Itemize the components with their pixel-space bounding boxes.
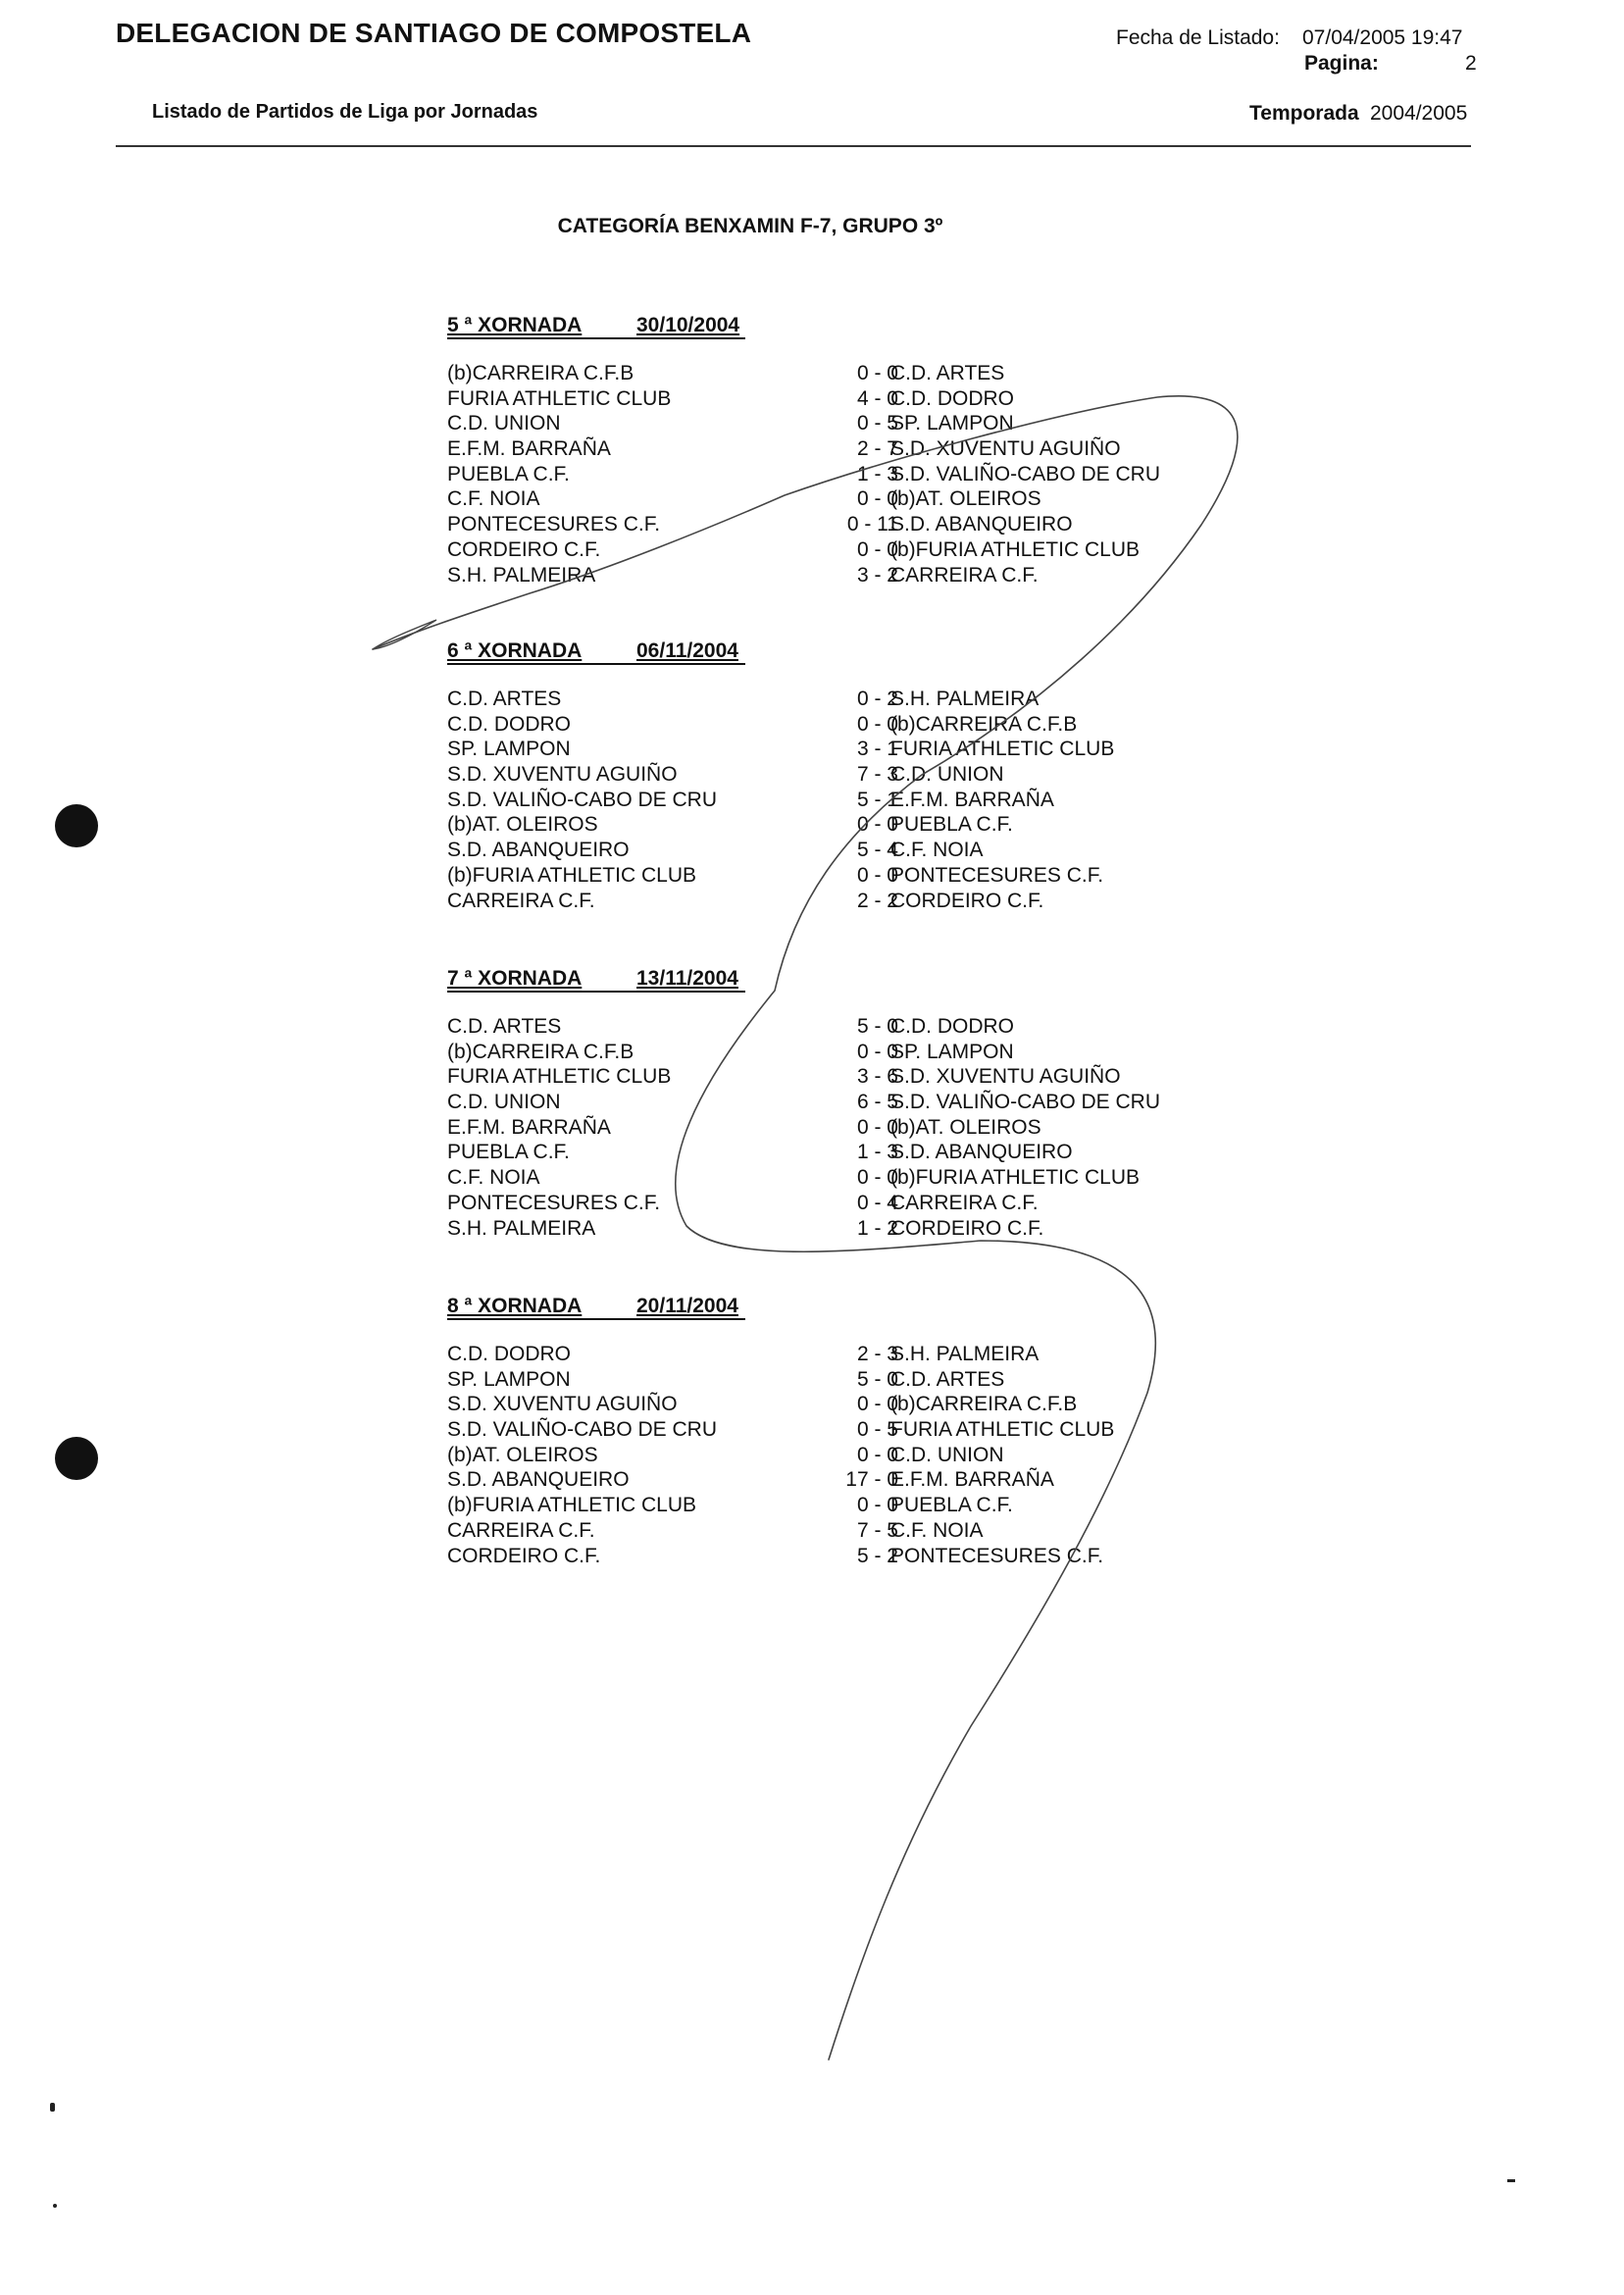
match-score: 3 - 6 — [856, 1065, 898, 1089]
organization-name: DELEGACION DE SANTIAGO DE COMPOSTELA — [116, 18, 752, 48]
home-team: (b)CARREIRA C.F.B — [447, 1040, 634, 1063]
home-team: S.D. ABANQUEIRO — [447, 839, 630, 862]
home-team: S.D. XUVENTU AGUIÑO — [447, 1393, 678, 1416]
match-row — [447, 1544, 1222, 1569]
match-list — [447, 361, 1222, 587]
away-team: S.H. PALMEIRA — [890, 688, 1040, 710]
match-score: 5 - 2 — [856, 1544, 898, 1567]
report-subtitle: Listado de Partidos de Liga por Jornadas — [152, 101, 538, 123]
home-team: PUEBLA C.F. — [447, 1141, 570, 1164]
round-header — [447, 314, 1222, 339]
away-team: C.D. UNION — [890, 1443, 1004, 1466]
match-score: 0 - 0 — [856, 487, 898, 511]
match-score: 5 - 0 — [856, 1367, 898, 1391]
away-team: S.D. XUVENTU AGUIÑO — [890, 437, 1121, 461]
away-team: S.D. VALIÑO-CABO DE CRU — [890, 462, 1160, 485]
home-team: S.D. VALIÑO-CABO DE CRU — [447, 1418, 717, 1442]
match-score: 2 - 7 — [856, 437, 898, 461]
round-header-underline — [447, 991, 745, 993]
match-score: 7 - 5 — [856, 1518, 898, 1542]
match-row — [447, 1518, 1222, 1544]
match-row — [447, 1090, 1222, 1115]
match-score: 7 - 3 — [856, 763, 898, 787]
away-team: PUEBLA C.F. — [890, 1494, 1013, 1517]
away-team: E.F.M. BARRAÑA — [890, 1468, 1054, 1492]
away-team: C.F. NOIA — [890, 839, 984, 862]
round-label: 5 ª XORNADA — [447, 314, 583, 336]
home-team: C.F. NOIA — [447, 1166, 540, 1190]
round-label: 7 ª XORNADA — [447, 967, 583, 990]
away-team: (b)FURIA ATHLETIC CLUB — [890, 1166, 1140, 1190]
away-team: C.D. ARTES — [890, 1367, 1005, 1391]
listing-date-value: 07/04/2005 19:47 — [1302, 26, 1463, 49]
match-score: 3 - 1 — [856, 738, 898, 761]
match-row — [447, 812, 1222, 838]
match-row — [447, 1115, 1222, 1141]
away-team: E.F.M. BARRAÑA — [890, 788, 1054, 811]
home-team: C.D. DODRO — [447, 712, 571, 736]
match-score: 0 - 0 — [856, 863, 898, 887]
away-team: S.D. ABANQUEIRO — [890, 513, 1073, 536]
home-team: C.D. ARTES — [447, 688, 562, 710]
away-team: C.F. NOIA — [890, 1518, 984, 1542]
match-row — [447, 1140, 1222, 1165]
round-date: 06/11/2004 — [636, 639, 738, 662]
match-row — [447, 1392, 1222, 1417]
match-row — [447, 1040, 1222, 1065]
round-label: 8 ª XORNADA — [447, 1295, 583, 1317]
match-row — [447, 1191, 1222, 1216]
home-team: FURIA ATHLETIC CLUB — [447, 386, 672, 410]
binder-hole-2 — [55, 1437, 98, 1480]
match-row — [447, 486, 1222, 512]
home-team: (b)FURIA ATHLETIC CLUB — [447, 863, 696, 887]
away-team: SP. LAMPON — [890, 1040, 1014, 1063]
round-section — [447, 314, 1222, 587]
match-score: 0 - 0 — [856, 1166, 898, 1190]
round-label: 6 ª XORNADA — [447, 639, 583, 662]
away-team: S.D. VALIÑO-CABO DE CRU — [890, 1091, 1160, 1114]
match-row — [447, 1165, 1222, 1191]
home-team: CORDEIRO C.F. — [447, 1544, 601, 1567]
round-header — [447, 639, 1222, 665]
listing-date-label: Fecha de Listado: — [1116, 26, 1280, 49]
match-score: 1 - 3 — [856, 462, 898, 485]
round-date: 30/10/2004 — [636, 314, 740, 336]
home-team: PONTECESURES C.F. — [447, 513, 661, 536]
match-row — [447, 411, 1222, 436]
home-team: PUEBLA C.F. — [447, 462, 570, 485]
round-header — [447, 1295, 1222, 1320]
home-team: C.D. ARTES — [447, 1015, 562, 1038]
match-list — [447, 1014, 1222, 1241]
match-row — [447, 889, 1222, 914]
home-team: C.D. UNION — [447, 412, 561, 435]
home-team: S.D. ABANQUEIRO — [447, 1468, 630, 1492]
home-team: (b)AT. OLEIROS — [447, 1443, 598, 1466]
match-row — [447, 512, 1222, 537]
match-score: 4 - 0 — [856, 386, 898, 410]
round-header-underline — [447, 337, 745, 339]
match-score: 5 - 0 — [856, 1015, 898, 1038]
match-row — [447, 1467, 1222, 1493]
round-section — [447, 967, 1222, 1241]
match-score: 5 - 1 — [856, 788, 898, 811]
match-score: 0 - 5 — [856, 412, 898, 435]
scan-speck — [53, 2204, 57, 2208]
home-team: CARREIRA C.F. — [447, 889, 595, 912]
match-row — [447, 563, 1222, 588]
match-score: 2 - 3 — [856, 1343, 898, 1365]
home-team: E.F.M. BARRAÑA — [447, 1115, 611, 1139]
round-header-underline — [447, 1318, 745, 1320]
away-team: CORDEIRO C.F. — [890, 889, 1044, 912]
home-team: S.H. PALMEIRA — [447, 1216, 596, 1240]
home-team: SP. LAMPON — [447, 1367, 571, 1391]
home-team: E.F.M. BARRAÑA — [447, 437, 611, 461]
away-team: S.D. ABANQUEIRO — [890, 1141, 1073, 1164]
home-team: S.D. XUVENTU AGUIÑO — [447, 763, 678, 787]
match-score: 0 - 5 — [856, 1418, 898, 1442]
match-score: 0 - 0 — [856, 1393, 898, 1416]
away-team: FURIA ATHLETIC CLUB — [890, 738, 1115, 761]
round-date: 20/11/2004 — [636, 1295, 738, 1317]
match-score: 1 - 2 — [856, 1216, 898, 1240]
match-score: 0 - 0 — [856, 1494, 898, 1517]
away-team: C.D. UNION — [890, 763, 1004, 787]
match-row — [447, 386, 1222, 412]
match-score: 3 - 2 — [856, 563, 898, 586]
match-row — [447, 687, 1222, 712]
match-score: 0 - 0 — [856, 1040, 898, 1063]
away-team: S.H. PALMEIRA — [890, 1343, 1040, 1365]
away-team: PONTECESURES C.F. — [890, 1544, 1104, 1567]
match-score: 0 - 0 — [856, 362, 898, 384]
match-score: 0 - 0 — [856, 813, 898, 837]
away-team: CARREIRA C.F. — [890, 1191, 1039, 1214]
match-score: 2 - 2 — [856, 889, 898, 912]
match-score: 17 - 0 — [845, 1468, 898, 1492]
match-row — [447, 1064, 1222, 1090]
match-row — [447, 1367, 1222, 1393]
round-section — [447, 1295, 1222, 1568]
page-label: Pagina: — [1304, 52, 1379, 75]
match-score: 6 - 5 — [856, 1091, 898, 1114]
match-score: 5 - 4 — [856, 839, 898, 862]
binder-hole-1 — [55, 804, 98, 847]
home-team: CORDEIRO C.F. — [447, 537, 601, 561]
match-score: 0 - 0 — [856, 712, 898, 736]
match-row — [447, 436, 1222, 462]
match-row — [447, 1342, 1222, 1367]
header-divider — [116, 145, 1471, 147]
match-row — [447, 838, 1222, 863]
scan-speck — [50, 2103, 55, 2112]
home-team: FURIA ATHLETIC CLUB — [447, 1065, 672, 1089]
home-team: C.D. UNION — [447, 1091, 561, 1114]
match-row — [447, 361, 1222, 386]
home-team: S.H. PALMEIRA — [447, 563, 596, 586]
home-team: CARREIRA C.F. — [447, 1518, 595, 1542]
match-row — [447, 1493, 1222, 1518]
match-score: 0 - 4 — [856, 1191, 898, 1214]
home-team: PONTECESURES C.F. — [447, 1191, 661, 1214]
match-row — [447, 1014, 1222, 1040]
home-team: S.D. VALIÑO-CABO DE CRU — [447, 788, 717, 811]
match-row — [447, 1443, 1222, 1468]
away-team: PUEBLA C.F. — [890, 813, 1013, 837]
round-date: 13/11/2004 — [636, 967, 738, 990]
away-team: C.D. ARTES — [890, 362, 1005, 384]
season-label: Temporada — [1249, 102, 1359, 125]
away-team: PONTECESURES C.F. — [890, 863, 1104, 887]
home-team: C.F. NOIA — [447, 487, 540, 511]
round-section — [447, 639, 1222, 913]
match-score: 0 - 0 — [856, 1115, 898, 1139]
away-team: CORDEIRO C.F. — [890, 1216, 1044, 1240]
match-row — [447, 737, 1222, 762]
away-team: (b)CARREIRA C.F.B — [890, 712, 1078, 736]
page-number: 2 — [1465, 52, 1477, 75]
home-team: SP. LAMPON — [447, 738, 571, 761]
match-row — [447, 1417, 1222, 1443]
scan-speck — [1507, 2179, 1515, 2182]
match-row — [447, 1216, 1222, 1242]
match-score: 0 - 2 — [856, 688, 898, 710]
home-team: (b)FURIA ATHLETIC CLUB — [447, 1494, 696, 1517]
match-row — [447, 537, 1222, 563]
round-header-underline — [447, 663, 745, 665]
home-team: (b)AT. OLEIROS — [447, 813, 598, 837]
match-score: 0 - 0 — [856, 1443, 898, 1466]
match-list — [447, 687, 1222, 913]
away-team: CARREIRA C.F. — [890, 563, 1039, 586]
match-score: 1 - 3 — [856, 1141, 898, 1164]
match-row — [447, 788, 1222, 813]
home-team: (b)CARREIRA C.F.B — [447, 362, 634, 384]
season-value: 2004/2005 — [1370, 102, 1468, 125]
away-team: FURIA ATHLETIC CLUB — [890, 1418, 1115, 1442]
away-team: (b)AT. OLEIROS — [890, 1115, 1041, 1139]
away-team: S.D. XUVENTU AGUIÑO — [890, 1065, 1121, 1089]
category-title: CATEGORÍA BENXAMIN F-7, GRUPO 3º — [557, 215, 943, 237]
match-score: 0 - 0 — [856, 537, 898, 561]
away-team: (b)FURIA ATHLETIC CLUB — [890, 537, 1140, 561]
away-team: (b)CARREIRA C.F.B — [890, 1393, 1078, 1416]
match-row — [447, 863, 1222, 889]
away-team: C.D. DODRO — [890, 386, 1014, 410]
away-team: (b)AT. OLEIROS — [890, 487, 1041, 511]
home-team: C.D. DODRO — [447, 1343, 571, 1365]
match-row — [447, 762, 1222, 788]
match-row — [447, 712, 1222, 738]
match-list — [447, 1342, 1222, 1568]
round-header — [447, 967, 1222, 993]
match-score: 0 - 11 — [846, 513, 898, 536]
match-row — [447, 462, 1222, 487]
away-team: SP. LAMPON — [890, 412, 1014, 435]
away-team: C.D. DODRO — [890, 1015, 1014, 1038]
